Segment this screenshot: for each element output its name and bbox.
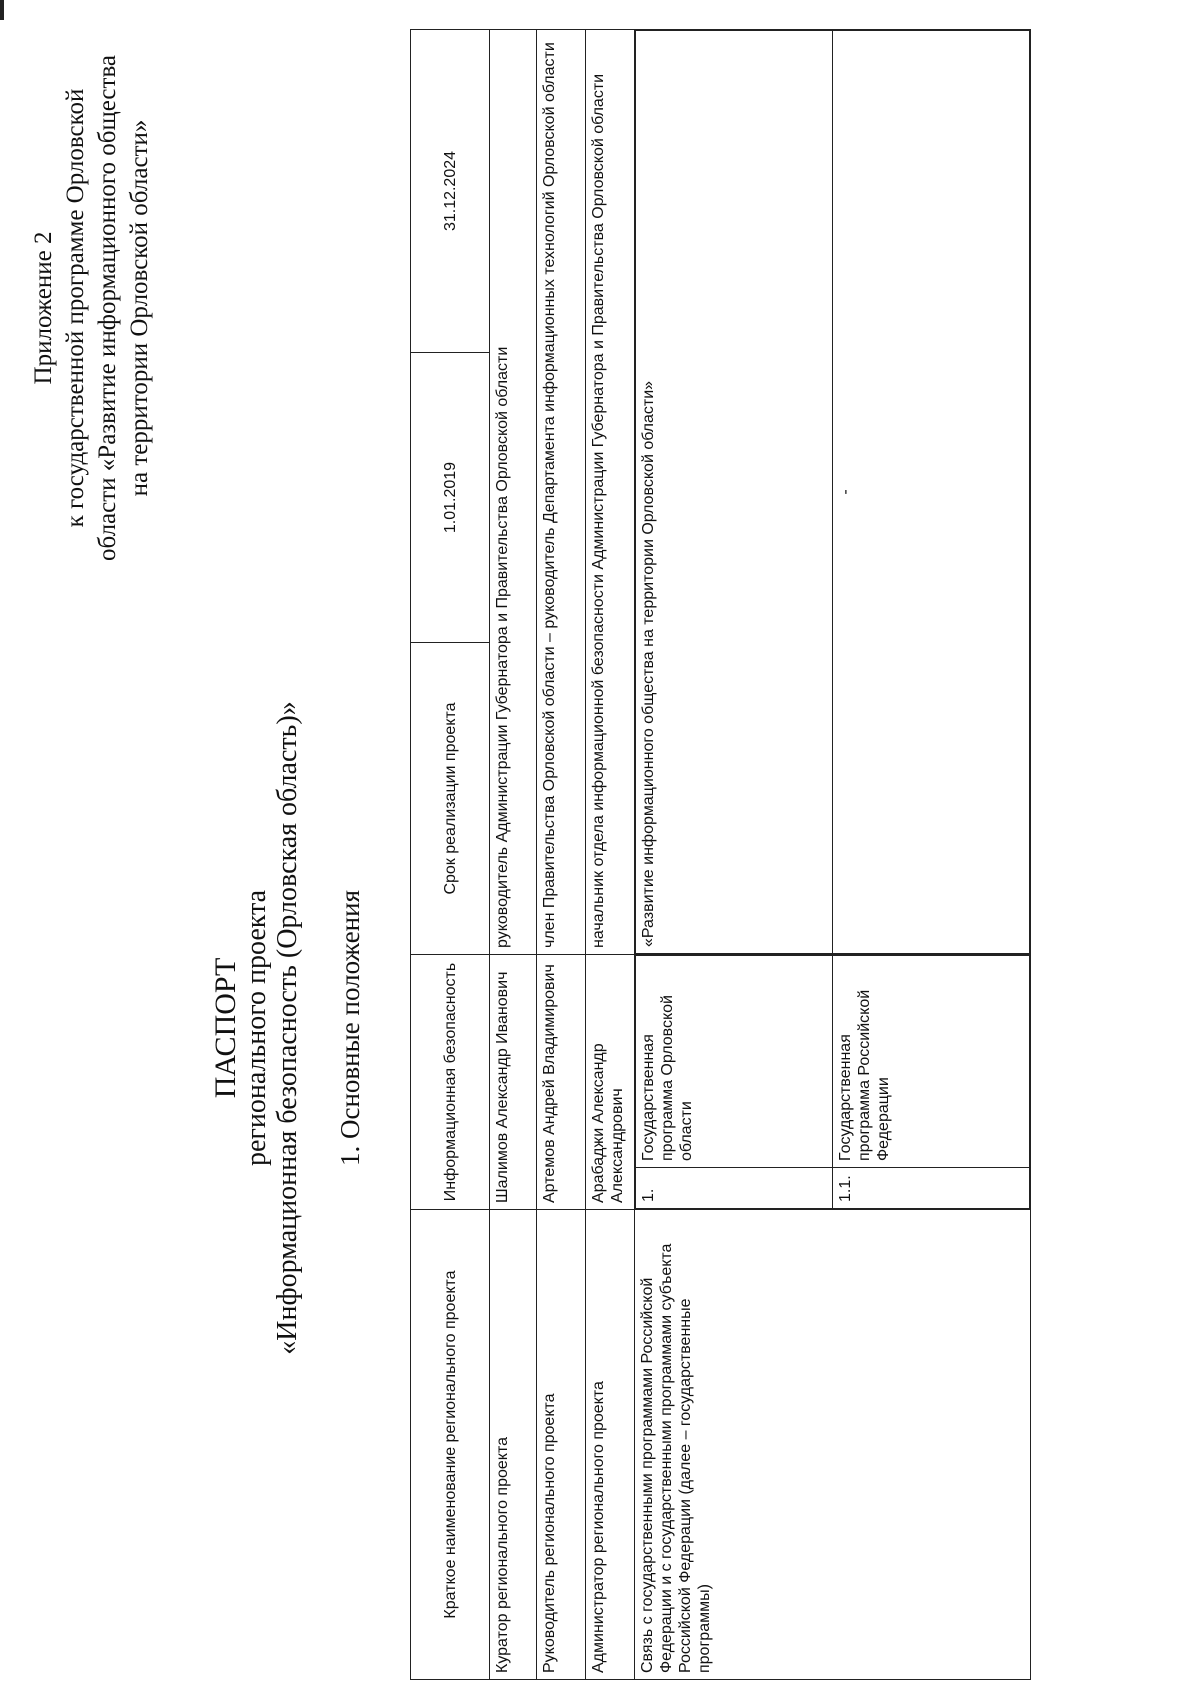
table-row <box>411 30 490 1680</box>
table-row <box>490 30 537 1680</box>
program-row <box>636 956 833 1209</box>
programs-subtable <box>635 955 1030 1209</box>
role-label: Куратор регионального проекта <box>490 1210 537 1680</box>
term-label: Срок реализации проекта <box>411 643 490 955</box>
person-name: Шалимов Александр Иванович <box>490 955 537 1210</box>
program-number: 1. <box>636 1168 833 1209</box>
programs-label: Связь с государственными программами Российской Федерации и с государственными программами субъекта Российской Федерации (далее – государственные программы) <box>635 1210 1031 1680</box>
appendix-line: Приложение 2 <box>30 231 57 385</box>
passport-subtitle: регионального проекта <box>241 889 272 1167</box>
program-number: 1.1. <box>833 1168 1030 1209</box>
passport-title: ПАСПОРТ <box>209 957 242 1099</box>
term-end: 31.12.2024 <box>411 30 490 353</box>
person-position: руководитель Администрации Губернатора и Правительства Орловской области <box>490 30 537 955</box>
program-name: Государственная программа Российской Федерации <box>833 956 1030 1168</box>
project-name: «Информационная безопасность (Орловская область)» <box>272 701 303 1355</box>
passport-heading <box>210 648 303 1408</box>
appendix-line: области «Развитие информационного общества <box>94 54 121 562</box>
programs-list <box>635 955 1031 1210</box>
appendix-line: на территории Орловской области» <box>126 119 153 497</box>
appendix-line: к государственной программе Орловской <box>62 88 89 528</box>
program-value-row <box>636 31 833 954</box>
term-start: 1.01.2019 <box>411 353 490 643</box>
program-row <box>833 956 1030 1209</box>
project-table <box>410 29 1031 1680</box>
person-name: Арабаджи Александр Александрович <box>586 955 635 1210</box>
program-value: - <box>833 31 1030 954</box>
programs-values <box>635 30 1031 955</box>
table-row <box>635 30 1031 1680</box>
appendix-header <box>28 48 156 568</box>
person-position: начальник отдела информационной безопасности Администрации Губернатора и Правительства Орловской области <box>586 30 635 955</box>
role-label: Администратор регионального проекта <box>586 1210 635 1680</box>
short-name-label: Краткое наименование регионального проекта <box>411 1210 490 1680</box>
table-row <box>586 30 635 1680</box>
short-name-value: Информационная безопасность <box>411 955 490 1210</box>
scan-edge-mark <box>0 0 4 20</box>
programs-values-subtable <box>635 30 1030 954</box>
section-title: 1. Основные положения <box>335 890 365 1166</box>
program-value: «Развитие информационного общества на территории Орловской области» <box>636 31 833 954</box>
table-row <box>537 30 586 1680</box>
person-name: Артемов Андрей Владимирович <box>537 955 586 1210</box>
program-value-row <box>833 31 1030 954</box>
program-name: Государственная программа Орловской области <box>636 956 833 1168</box>
person-position: член Правительства Орловской области – руководитель Департамента информационных технологий Орловской области <box>537 30 586 955</box>
role-label: Руководитель регионального проекта <box>537 1210 586 1680</box>
